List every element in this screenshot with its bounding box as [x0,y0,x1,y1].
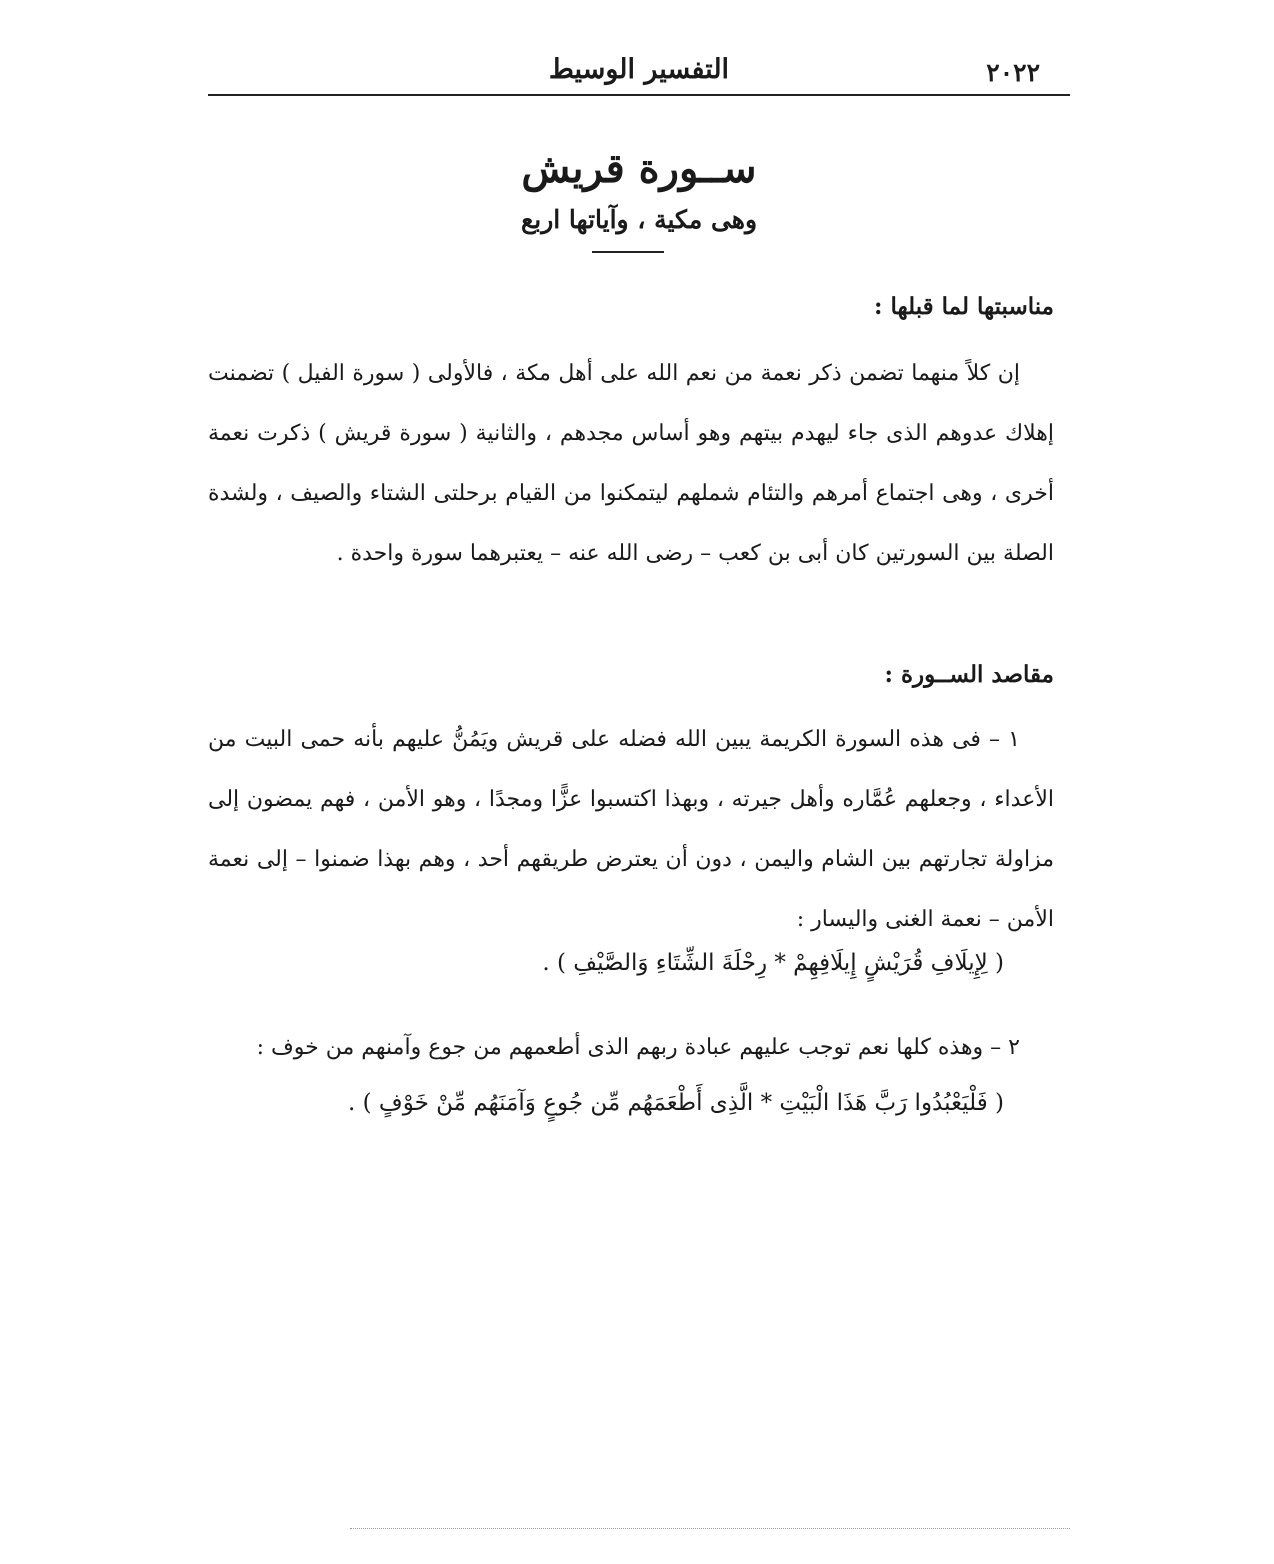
quran-verse-2: ( فَلْيَعْبُدُوا رَبَّ هَذَا الْبَيْتِ * الَّذِى أَطْعَمَهُم مِّن جُوعٍ وَآمَنَهُم مِّنْ خَوْفٍ ) . [347,1090,1004,1116]
title-divider [592,251,664,253]
aims-point-2: ٢ – وهذه كلها نعم توجب عليهم عبادة ربهم الذى أطعمهم من جوع وآمنهم من خوف : [256,1035,1020,1060]
aims-point-1: ١ – فى هذه السورة الكريمة يبين الله فضله على قريش ويَمُنُّ عليهم بأنه حمى البيت من الأعداء ، وجعلهم عُمَّاره وأهل جيرته ، وبهذا اكتسبوا عزًّا ومجدًا ، وهو الأمن ، فهم يمضون إلى مزاولة تجارتهم بين الشام واليمن ، دون أن يعترض طريقهم أحد ، وهم بهذا ضمنوا – إلى نعمة الأمن – نعمة الغنى واليسار : [208,727,1054,932]
quran-verse-1: ( لِإِيلَافِ قُرَيْشٍ إِيلَافِهِمْ * رِحْلَةَ الشِّتَاءِ وَالصَّيْفِ ) . [542,950,1004,976]
surah-title: ســورة قريش [521,145,757,192]
page-header [208,50,1070,96]
relation-paragraph: إن كلاً منهما تضمن ذكر نعمة من نعم الله على أهل مكة ، فالأولى ( سورة الفيل ) تضمنت إهلاك عدوهم الذى جاء ليهدم بيتهم وهو أساس مجدهم ، والثانية ( سورة قريش ) ذكرت نعمة أخرى ، وهى اجتماع أمرهم والتئام شملهم ليتمكنوا من القيام برحلتى الشتاء والصيف ، ولشدة الصلة بين السورتين كان أبى بن كعب – رضى الله عنه – يعتبرهما سورة واحدة . [208,361,1054,566]
running-title: التفسير الوسيط [548,54,730,85]
section-heading-aims: مقاصد الســورة : [884,661,1054,688]
section-heading-relation: مناسبتها لما قبلها : [873,293,1054,320]
surah-subtitle: وهى مكية ، وآياتها اربع [520,205,758,234]
page-number: ٢٠٢٢ [986,58,1040,87]
footer-divider [350,1528,1070,1529]
